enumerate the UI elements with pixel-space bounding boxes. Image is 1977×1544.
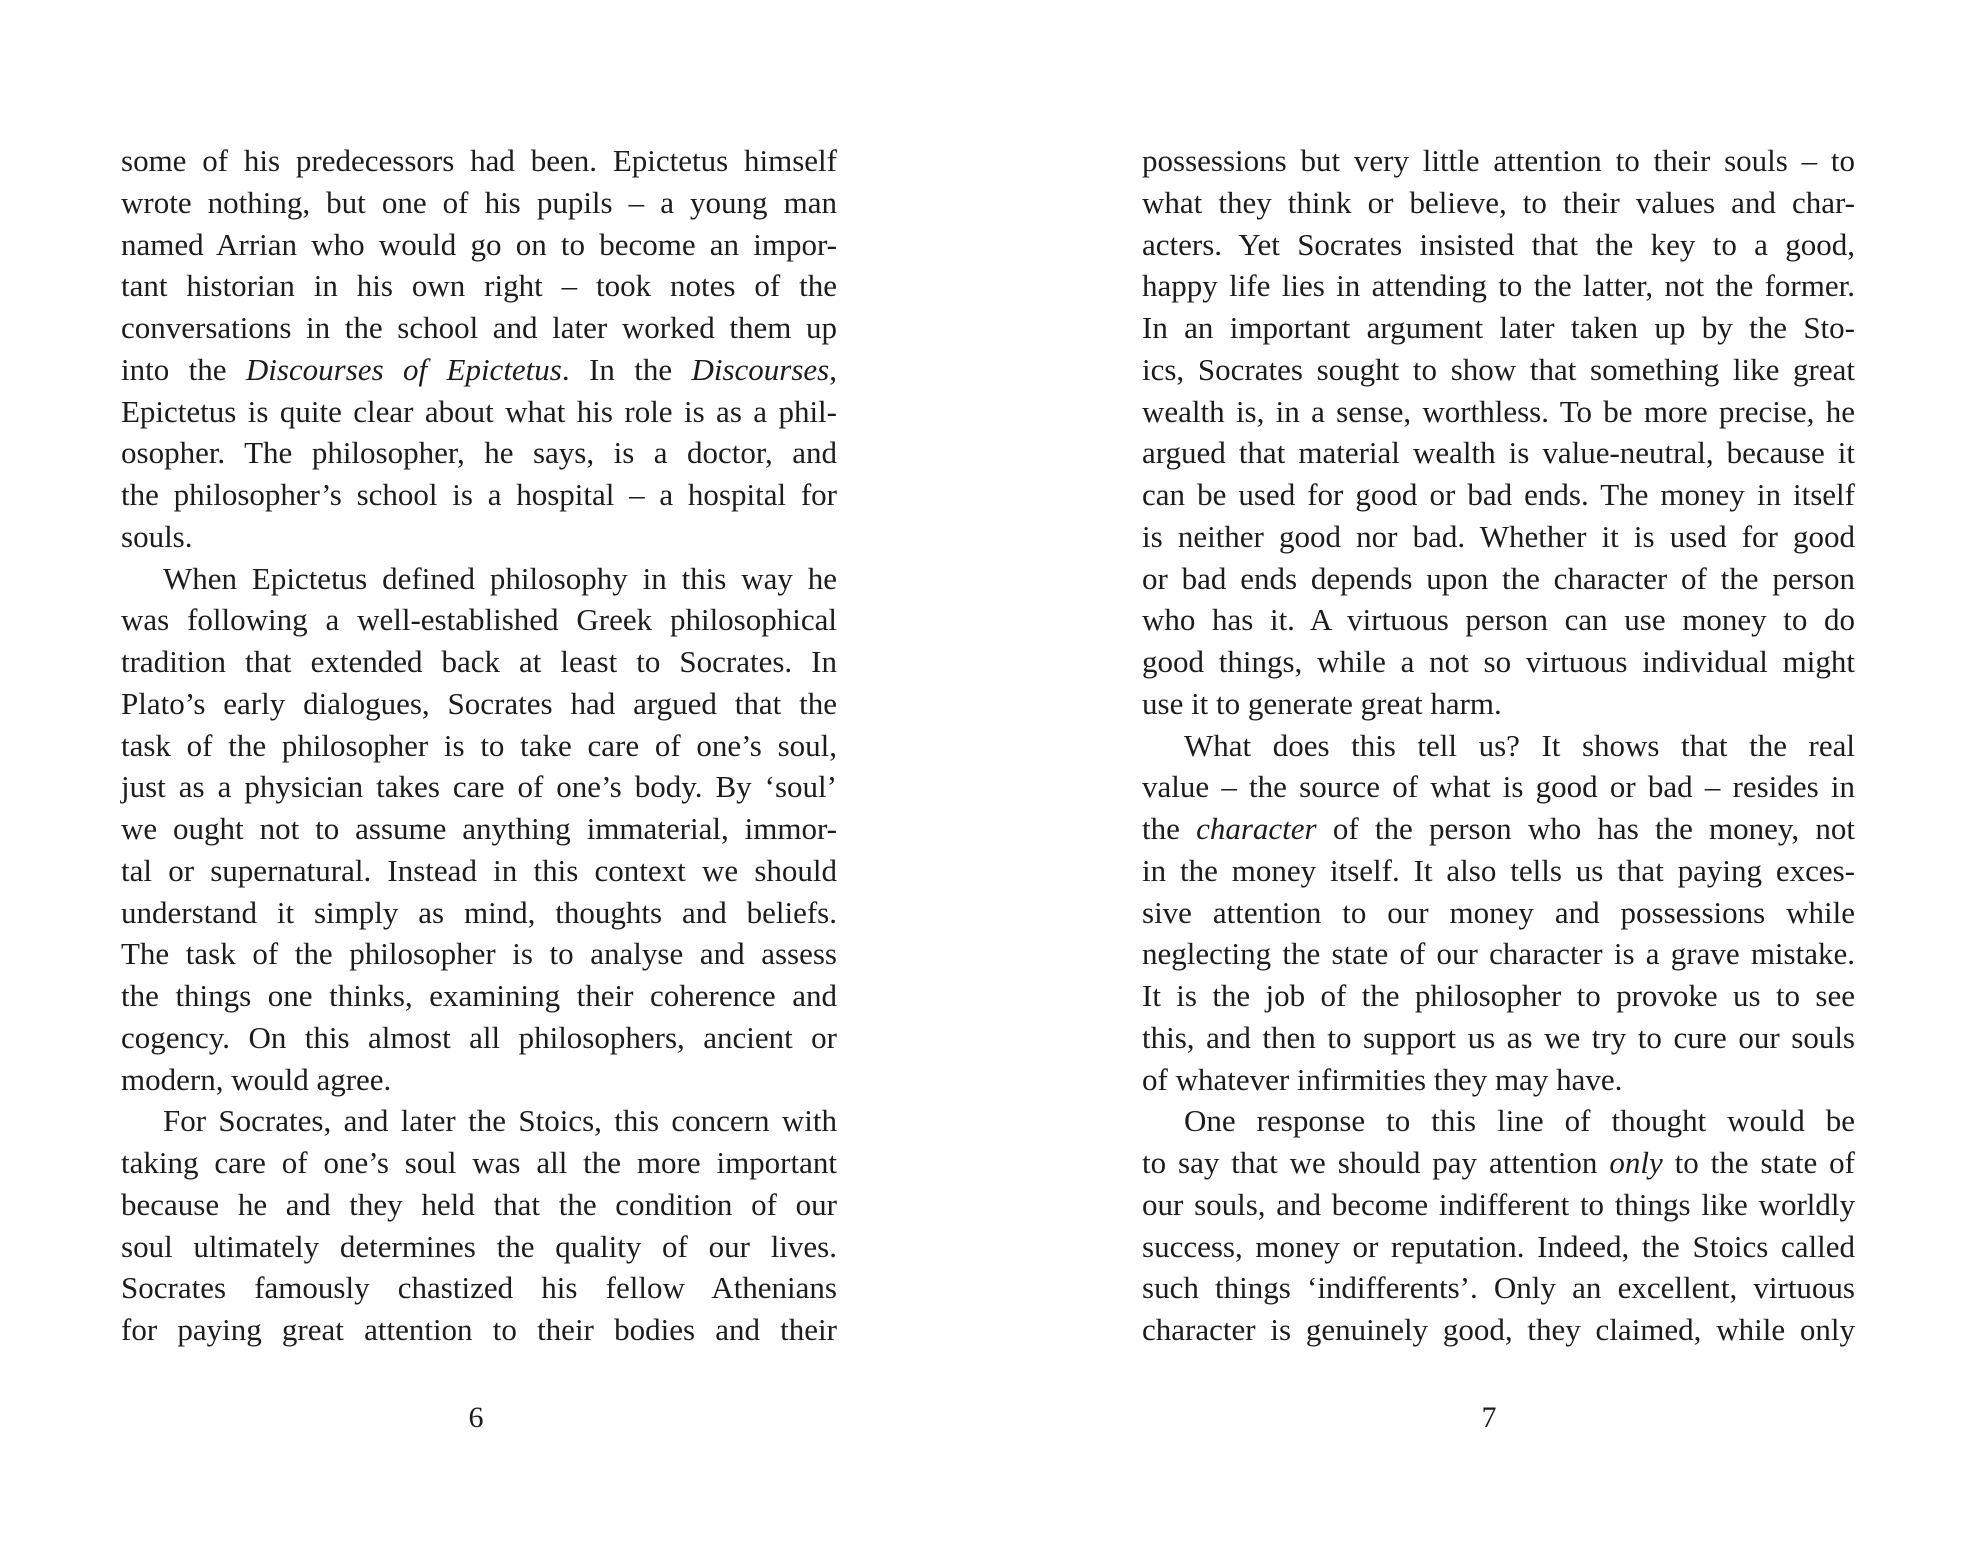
text-segment: souls. xyxy=(121,518,193,554)
text-line xyxy=(121,432,837,474)
text-line xyxy=(121,892,837,934)
italic-text-segment: Discourses of Epictetus xyxy=(245,351,562,387)
left-page-number: 6 xyxy=(468,1401,484,1434)
text-segment: ics, Socrates sought to show that something like great xyxy=(1142,351,1855,387)
text-segment: in the money itself. It also tells us that paying exces- xyxy=(1142,852,1855,888)
text-line xyxy=(1142,933,1855,975)
text-segment: our souls, and become indifferent to things like worldly xyxy=(1142,1186,1855,1222)
text-segment: sive attention to our money and possessions while xyxy=(1142,894,1855,930)
text-line xyxy=(121,265,837,307)
text-line xyxy=(121,1059,837,1101)
text-line xyxy=(1142,474,1855,516)
text-line xyxy=(121,725,837,767)
text-segment: soul ultimately determines the quality of our lives. xyxy=(121,1228,837,1264)
text-segment: understand it simply as mind, thoughts and beliefs. xyxy=(121,894,837,930)
text-line xyxy=(1142,683,1855,725)
text-line xyxy=(121,1267,837,1309)
text-line xyxy=(1142,432,1855,474)
left-page-body xyxy=(121,140,837,1351)
text-line xyxy=(121,1142,837,1184)
right-page xyxy=(988,0,1977,1544)
text-segment: One response to this line of thought would be xyxy=(1184,1103,1855,1139)
italic-text-segment: Discourses xyxy=(691,351,830,387)
text-line xyxy=(1142,349,1855,391)
text-line xyxy=(1142,808,1855,850)
text-segment: argued that material wealth is value-neutral, because it xyxy=(1142,435,1855,471)
text-line xyxy=(1142,599,1855,641)
text-line xyxy=(1142,892,1855,934)
text-segment: , xyxy=(829,351,837,387)
text-segment: good things, while a not so virtuous individual might xyxy=(1142,644,1855,679)
text-segment: use it to generate great harm. xyxy=(1142,685,1502,721)
text-line xyxy=(1142,975,1855,1017)
text-line xyxy=(121,683,837,725)
text-line xyxy=(1142,182,1855,224)
text-line xyxy=(121,1100,837,1142)
text-segment: what they think or believe, to their values and char- xyxy=(1142,184,1855,220)
text-line xyxy=(1142,307,1855,349)
text-segment: acters. Yet Socrates insisted that the key to a good, xyxy=(1142,226,1855,262)
text-line xyxy=(1142,725,1855,767)
text-segment: What does this tell us? It shows that the real xyxy=(1184,727,1855,763)
text-line xyxy=(121,391,837,433)
text-segment: Plato’s early dialogues, Socrates had argued that the xyxy=(121,685,837,721)
text-segment: wealth is, in a sense, worthless. To be more precise, he xyxy=(1142,393,1855,429)
text-line xyxy=(121,975,837,1017)
text-line xyxy=(121,224,837,266)
text-segment: character is genuinely good, they claimed, while only xyxy=(1142,1312,1855,1347)
text-segment: osopher. The philosopher, he says, is a doctor, and xyxy=(121,435,837,471)
text-segment: taking care of one’s soul was all the more important xyxy=(121,1145,837,1180)
text-line xyxy=(1142,140,1855,182)
text-line xyxy=(121,599,837,641)
text-line xyxy=(121,1017,837,1059)
text-segment: the philosopher’s school is a hospital – a hospital for xyxy=(121,477,837,512)
text-segment: was following a well-established Greek philosophical xyxy=(121,602,837,638)
text-line xyxy=(121,808,837,850)
text-segment: Socrates famously chastized his fellow Athenians xyxy=(121,1270,837,1306)
text-segment: just as a physician takes care of one’s body. By ‘soul’ xyxy=(121,769,837,805)
text-segment: to the state of xyxy=(1662,1145,1855,1180)
right-page-number: 7 xyxy=(1481,1401,1497,1434)
text-segment: who has it. A virtuous person can use money to do xyxy=(1142,602,1855,638)
text-line xyxy=(1142,1184,1855,1226)
text-line xyxy=(121,1226,837,1268)
text-line xyxy=(121,558,837,600)
text-segment: some of his predecessors had been. Epictetus himself xyxy=(121,143,837,178)
text-segment: this, and then to support us as we try to cure our souls xyxy=(1142,1019,1855,1055)
text-segment: is neither good nor bad. Whether it is used for good xyxy=(1142,518,1855,554)
text-segment: the things one thinks, examining their coherence and xyxy=(121,978,837,1013)
text-line xyxy=(1142,1142,1855,1184)
right-page-body xyxy=(1142,140,1855,1351)
italic-text-segment: only xyxy=(1609,1145,1663,1180)
text-segment: we ought not to assume anything immaterial, immor- xyxy=(121,811,837,846)
text-line xyxy=(121,182,837,224)
text-segment: to say that we should pay attention xyxy=(1142,1145,1610,1180)
text-line xyxy=(1142,516,1855,558)
text-line xyxy=(1142,1267,1855,1309)
text-line xyxy=(121,516,837,558)
left-page xyxy=(0,0,988,1544)
text-segment: task of the philosopher is to take care of one’s soul, xyxy=(121,727,837,763)
text-line xyxy=(121,1309,837,1351)
text-line xyxy=(1142,224,1855,266)
text-line xyxy=(1142,1059,1855,1101)
text-segment: For Socrates, and later the Stoics, this concern with xyxy=(163,1103,837,1139)
text-segment: into the xyxy=(121,351,246,387)
text-segment: tradition that extended back at least to Socrates. In xyxy=(121,644,837,679)
text-line xyxy=(121,641,837,683)
text-line xyxy=(1142,558,1855,600)
text-segment: the xyxy=(1142,811,1197,846)
text-line xyxy=(1142,1226,1855,1268)
text-line xyxy=(1142,1100,1855,1142)
text-segment: possessions but very little attention to their souls – to xyxy=(1142,143,1855,178)
text-line xyxy=(121,140,837,182)
text-line xyxy=(1142,850,1855,892)
text-line xyxy=(1142,265,1855,307)
text-segment: tal or supernatural. Instead in this context we should xyxy=(121,852,837,888)
italic-text-segment: character xyxy=(1196,811,1317,846)
text-line xyxy=(121,766,837,808)
text-line xyxy=(121,933,837,975)
text-segment: or bad ends depends upon the character of the person xyxy=(1142,560,1855,596)
text-line xyxy=(1142,1017,1855,1059)
text-segment: . In the xyxy=(561,351,692,387)
text-segment: neglecting the state of our character is a grave mistake. xyxy=(1142,936,1855,972)
text-segment: It is the job of the philosopher to provoke us to see xyxy=(1142,978,1855,1013)
text-segment: wrote nothing, but one of his pupils – a young man xyxy=(121,184,837,220)
text-segment: named Arrian who would go on to become an impor- xyxy=(121,226,837,262)
text-segment: happy life lies in attending to the latter, not the former. xyxy=(1142,268,1855,304)
text-line xyxy=(1142,1309,1855,1351)
text-segment: of the person who has the money, not xyxy=(1316,811,1855,846)
text-segment: conversations in the school and later worked them up xyxy=(121,310,837,345)
text-segment: because he and they held that the condition of our xyxy=(121,1186,837,1222)
text-segment: Epictetus is quite clear about what his role is as a phil- xyxy=(121,393,837,429)
text-line xyxy=(121,349,837,391)
text-segment: cogency. On this almost all philosophers, ancient or xyxy=(121,1019,837,1055)
text-line xyxy=(1142,766,1855,808)
text-line xyxy=(121,307,837,349)
text-segment: The task of the philosopher is to analyse and assess xyxy=(121,936,837,972)
text-segment: modern, would agree. xyxy=(121,1061,392,1097)
text-segment: value – the source of what is good or bad – resides in xyxy=(1142,769,1855,805)
text-line xyxy=(121,474,837,516)
text-line xyxy=(121,1184,837,1226)
text-segment: In an important argument later taken up by the Sto- xyxy=(1142,310,1855,345)
text-segment: When Epictetus defined philosophy in this way he xyxy=(163,560,837,596)
text-segment: for paying great attention to their bodies and their xyxy=(121,1312,837,1347)
text-segment: such things ‘indifferents’. Only an excellent, virtuous xyxy=(1142,1270,1855,1306)
text-line xyxy=(121,850,837,892)
text-segment: can be used for good or bad ends. The money in itself xyxy=(1142,477,1855,512)
text-line xyxy=(1142,391,1855,433)
text-line xyxy=(1142,641,1855,683)
text-segment: of whatever infirmities they may have. xyxy=(1142,1061,1623,1097)
text-segment: tant historian in his own right – took notes of the xyxy=(121,268,837,304)
text-segment: success, money or reputation. Indeed, the Stoics called xyxy=(1142,1228,1855,1264)
